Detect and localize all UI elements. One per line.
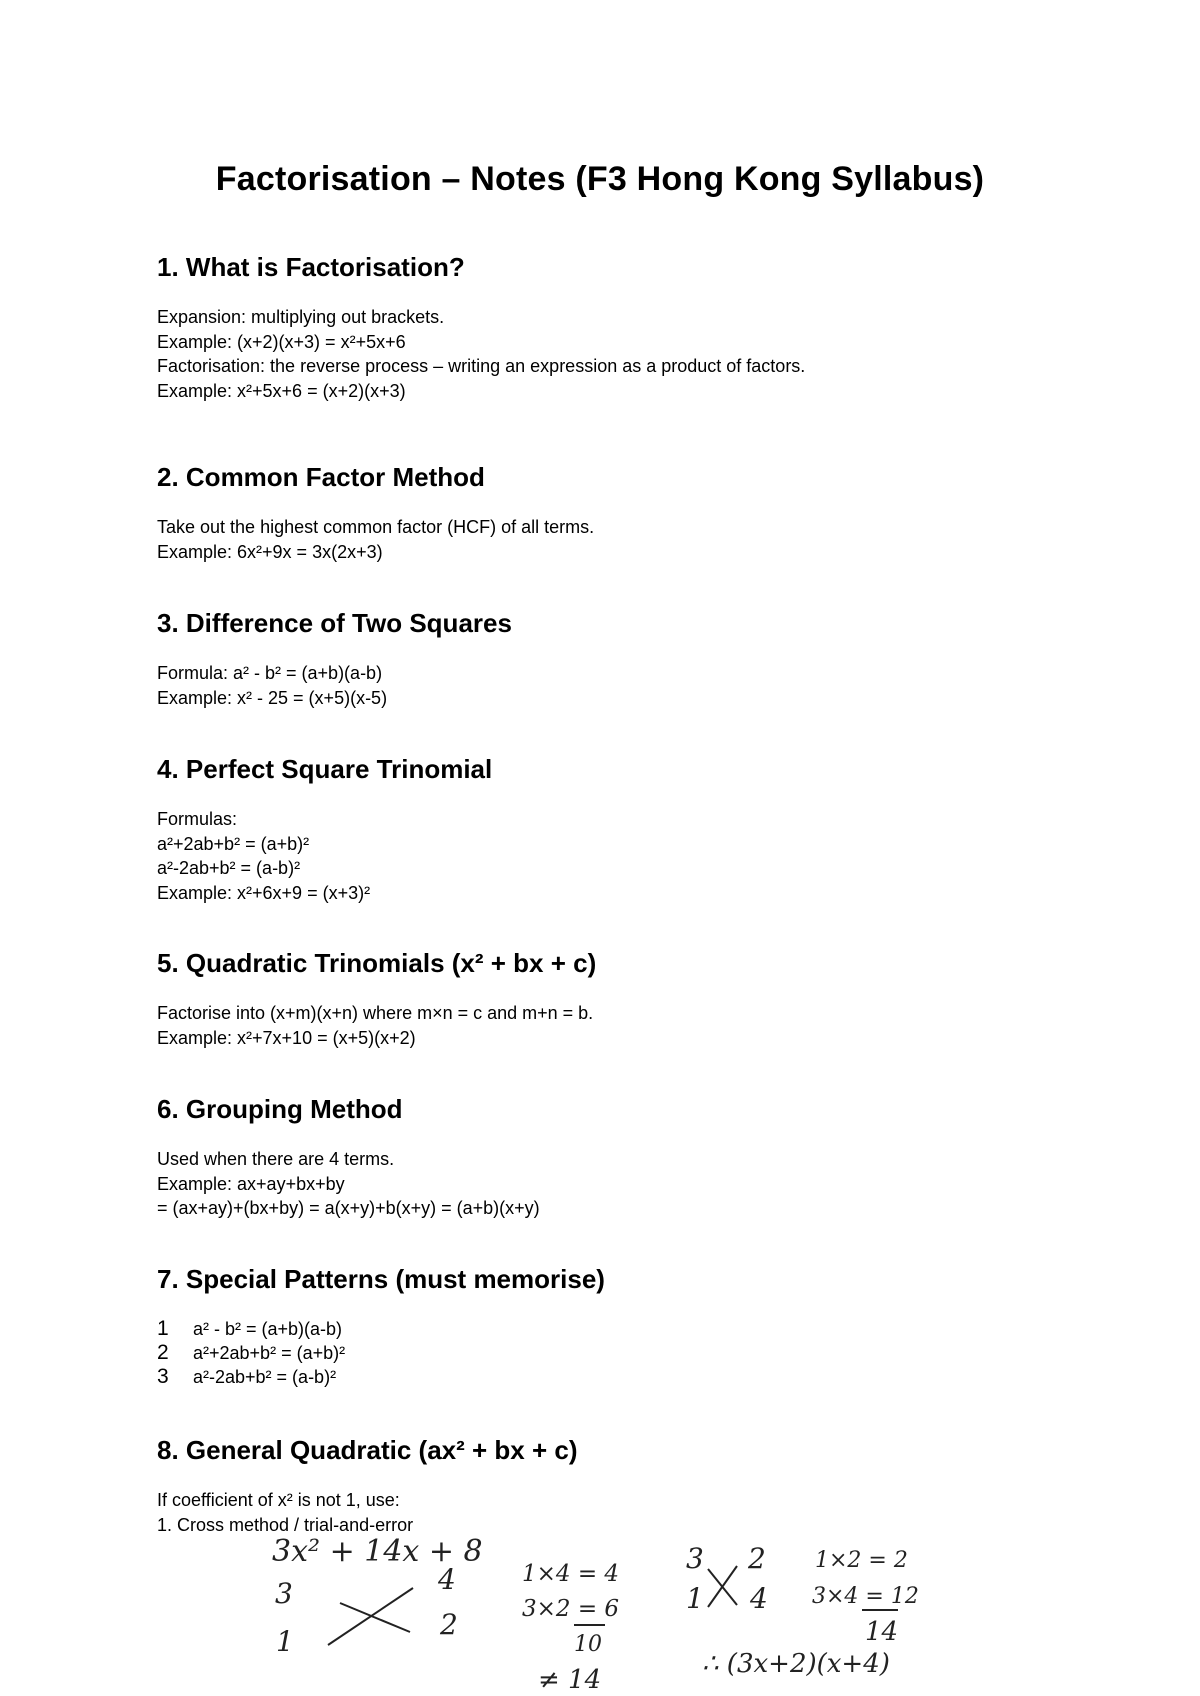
- text-line: Factorisation: the reverse process – writing an expression as a product of factors.: [157, 356, 806, 376]
- text-line: Example: ax+ay+bx+by: [157, 1173, 345, 1194]
- hand-left-top-right: 4: [438, 1563, 456, 1596]
- hand-right-top-right: 2: [748, 1542, 766, 1575]
- list-item: [157, 1317, 1057, 1341]
- text-line: Example: x²+5x+6 = (x+2)(x+3): [157, 380, 406, 401]
- text-line: Expansion: multiplying out brackets.: [157, 307, 445, 327]
- section-grouping: [157, 1094, 1057, 1221]
- list-item: [157, 1365, 1057, 1389]
- cross-stroke: [708, 1569, 737, 1605]
- section-perfect-square: [157, 754, 1057, 905]
- list-text: a² - b² = (a+b)(a-b): [193, 1319, 343, 1339]
- section-heading: 3. Difference of Two Squares: [157, 608, 512, 638]
- section-heading: 1. What is Factorisation?: [157, 252, 465, 282]
- text-line: = (ax+ay)+(bx+by) = a(x+y)+b(x+y) = (a+b)(x+y): [157, 1198, 540, 1218]
- section-common-factor: [157, 462, 1057, 564]
- text-line: Example: x²+7x+10 = (x+5)(x+2): [157, 1027, 416, 1048]
- list-number: 2: [157, 1341, 169, 1364]
- section-heading: 5. Quadratic Trinomials (x² + bx + c): [157, 948, 597, 978]
- hand-right-bottom-left: 1: [686, 1582, 704, 1615]
- text-line: If coefficient of x² is not 1, use:: [157, 1490, 400, 1510]
- hand-right-bottom-right: 4: [750, 1582, 768, 1615]
- text-line: a²+2ab+b² = (a+b)²: [157, 833, 310, 854]
- hand-trial1-verdict: ≠ 14: [538, 1665, 602, 1695]
- section-quadratic-trinomials: [157, 948, 1057, 1050]
- text-line: Example: x²+6x+9 = (x+3)²: [157, 882, 371, 903]
- section-heading: 7. Special Patterns (must memorise): [157, 1264, 605, 1294]
- section-difference-of-squares: [157, 608, 1057, 710]
- pattern-list: [157, 1317, 1057, 1389]
- text-line: Formula: a² - b² = (a+b)(a-b): [157, 663, 383, 683]
- hand-trial1-sum: 10: [574, 1632, 602, 1657]
- section-heading: 8. General Quadratic (ax² + bx + c): [157, 1435, 578, 1465]
- hand-left-bottom-left: 1: [276, 1625, 294, 1658]
- hand-trial1-line1: 1×4 = 4: [522, 1561, 620, 1587]
- list-text: a²-2ab+b² = (a-b)²: [193, 1367, 337, 1387]
- text-line: a²-2ab+b² = (a-b)²: [157, 858, 301, 878]
- hand-expression: 3x² + 14x + 8: [272, 1534, 483, 1569]
- text-line: Example: 6x²+9x = 3x(2x+3): [157, 541, 383, 562]
- hand-trial2-line2: 3×4 = 12: [812, 1584, 919, 1609]
- text-line: Factorise into (x+m)(x+n) where m×n = c and m+n = b.: [157, 1003, 594, 1023]
- text-line: Example: x² - 25 = (x+5)(x-5): [157, 687, 388, 708]
- section-special-patterns: [157, 1264, 1057, 1389]
- text-line: Take out the highest common factor (HCF) of all terms.: [157, 517, 595, 537]
- cross-stroke: [328, 1588, 413, 1645]
- section-general-quadratic: [157, 1435, 1057, 1537]
- text-line: Used when there are 4 terms.: [157, 1149, 395, 1169]
- text-line: Formulas:: [157, 809, 238, 829]
- list-number: 1: [157, 1317, 169, 1340]
- cross-stroke: [340, 1603, 410, 1632]
- hand-left-bottom-right: 2: [440, 1608, 458, 1641]
- cross-stroke: [708, 1566, 737, 1607]
- text-line: 1. Cross method / trial-and-error: [157, 1514, 414, 1535]
- list-item: [157, 1341, 1057, 1365]
- page-title: Factorisation – Notes (F3 Hong Kong Syllabus): [215, 160, 985, 198]
- hand-left-top-left: 3: [275, 1577, 293, 1610]
- hand-trial1-line2: 3×2 = 6: [522, 1596, 620, 1622]
- hand-trial2-sum: 14: [865, 1617, 899, 1647]
- text-line: Example: (x+2)(x+3) = x²+5x+6: [157, 331, 406, 352]
- section-heading: 2. Common Factor Method: [157, 462, 485, 492]
- section-what-is-factorisation: [157, 252, 1057, 403]
- list-text: a²+2ab+b² = (a+b)²: [193, 1343, 346, 1363]
- section-heading: 4. Perfect Square Trinomial: [157, 754, 493, 784]
- hand-right-top-left: 3: [686, 1542, 704, 1575]
- hand-trial2-line1: 1×2 = 2: [815, 1548, 908, 1573]
- hand-result: ∴ (3x+2)(x+4): [702, 1649, 890, 1679]
- section-heading: 6. Grouping Method: [157, 1094, 403, 1124]
- list-number: 3: [157, 1365, 169, 1388]
